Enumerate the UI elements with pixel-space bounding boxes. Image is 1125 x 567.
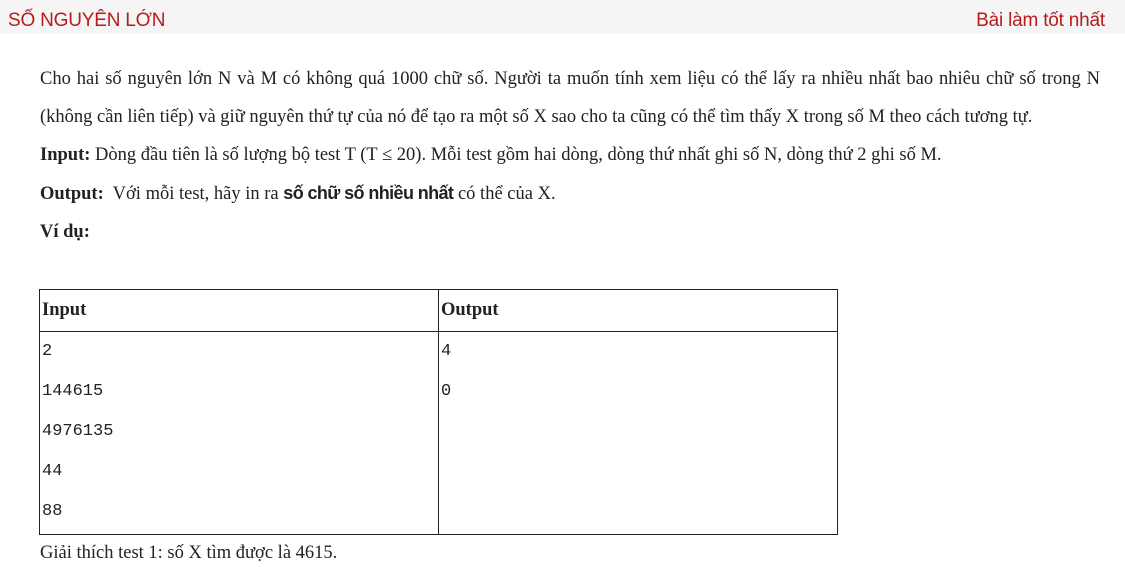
output-description: [40, 174, 1100, 213]
table-header-input: Input: [40, 290, 439, 332]
problem-title: SỐ NGUYÊN LỚN: [8, 10, 166, 31]
output-line: 4: [441, 342, 452, 361]
output-label: Output:: [40, 184, 104, 204]
input-line: 2: [42, 342, 53, 361]
input-description: [40, 136, 1100, 174]
input-label: Input:: [40, 145, 91, 165]
example-explanation: Giải thích test 1: số X tìm được là 4615.: [40, 543, 338, 563]
example-table-row: [40, 332, 838, 535]
output-line: 0: [441, 382, 452, 401]
best-solution-link[interactable]: Bài làm tốt nhất: [976, 10, 1105, 31]
input-cell: [40, 332, 439, 535]
output-text-before: Với mỗi test, hãy in ra: [103, 184, 284, 204]
input-line: 144615: [42, 382, 104, 401]
output-cell: [439, 332, 838, 535]
example-table: [39, 289, 838, 535]
header-bar: [0, 0, 1125, 34]
output-text-after: có thể của X.: [453, 184, 556, 204]
problem-content: [40, 60, 1100, 251]
input-text: Dòng đầu tiên là số lượng bộ test T (T ≤ 20). Mỗi test gồm hai dòng, dòng thứ nhất ghi số N, dòng thứ 2 ghi số M.: [90, 145, 942, 165]
example-table-header-row: [40, 290, 838, 332]
example-label: Ví dụ:: [40, 222, 90, 242]
input-line: 88: [42, 502, 63, 521]
input-line: 44: [42, 462, 63, 481]
problem-statement: Cho hai số nguyên lớn N và M có không quá 1000 chữ số. Người ta muốn tính xem liệu có thể lấy ra nhiều nhất bao nhiêu chữ số trong N (không cần liên tiếp) và giữ nguyên thứ tự của nó để tạo ra một số X sao cho ta cũng có thể tìm thấy X trong số M theo cách tương tự.: [40, 69, 1100, 127]
table-header-output: Output: [439, 290, 838, 332]
output-highlight: số chữ số nhiều nhất: [283, 183, 454, 203]
input-line: 4976135: [42, 422, 114, 441]
